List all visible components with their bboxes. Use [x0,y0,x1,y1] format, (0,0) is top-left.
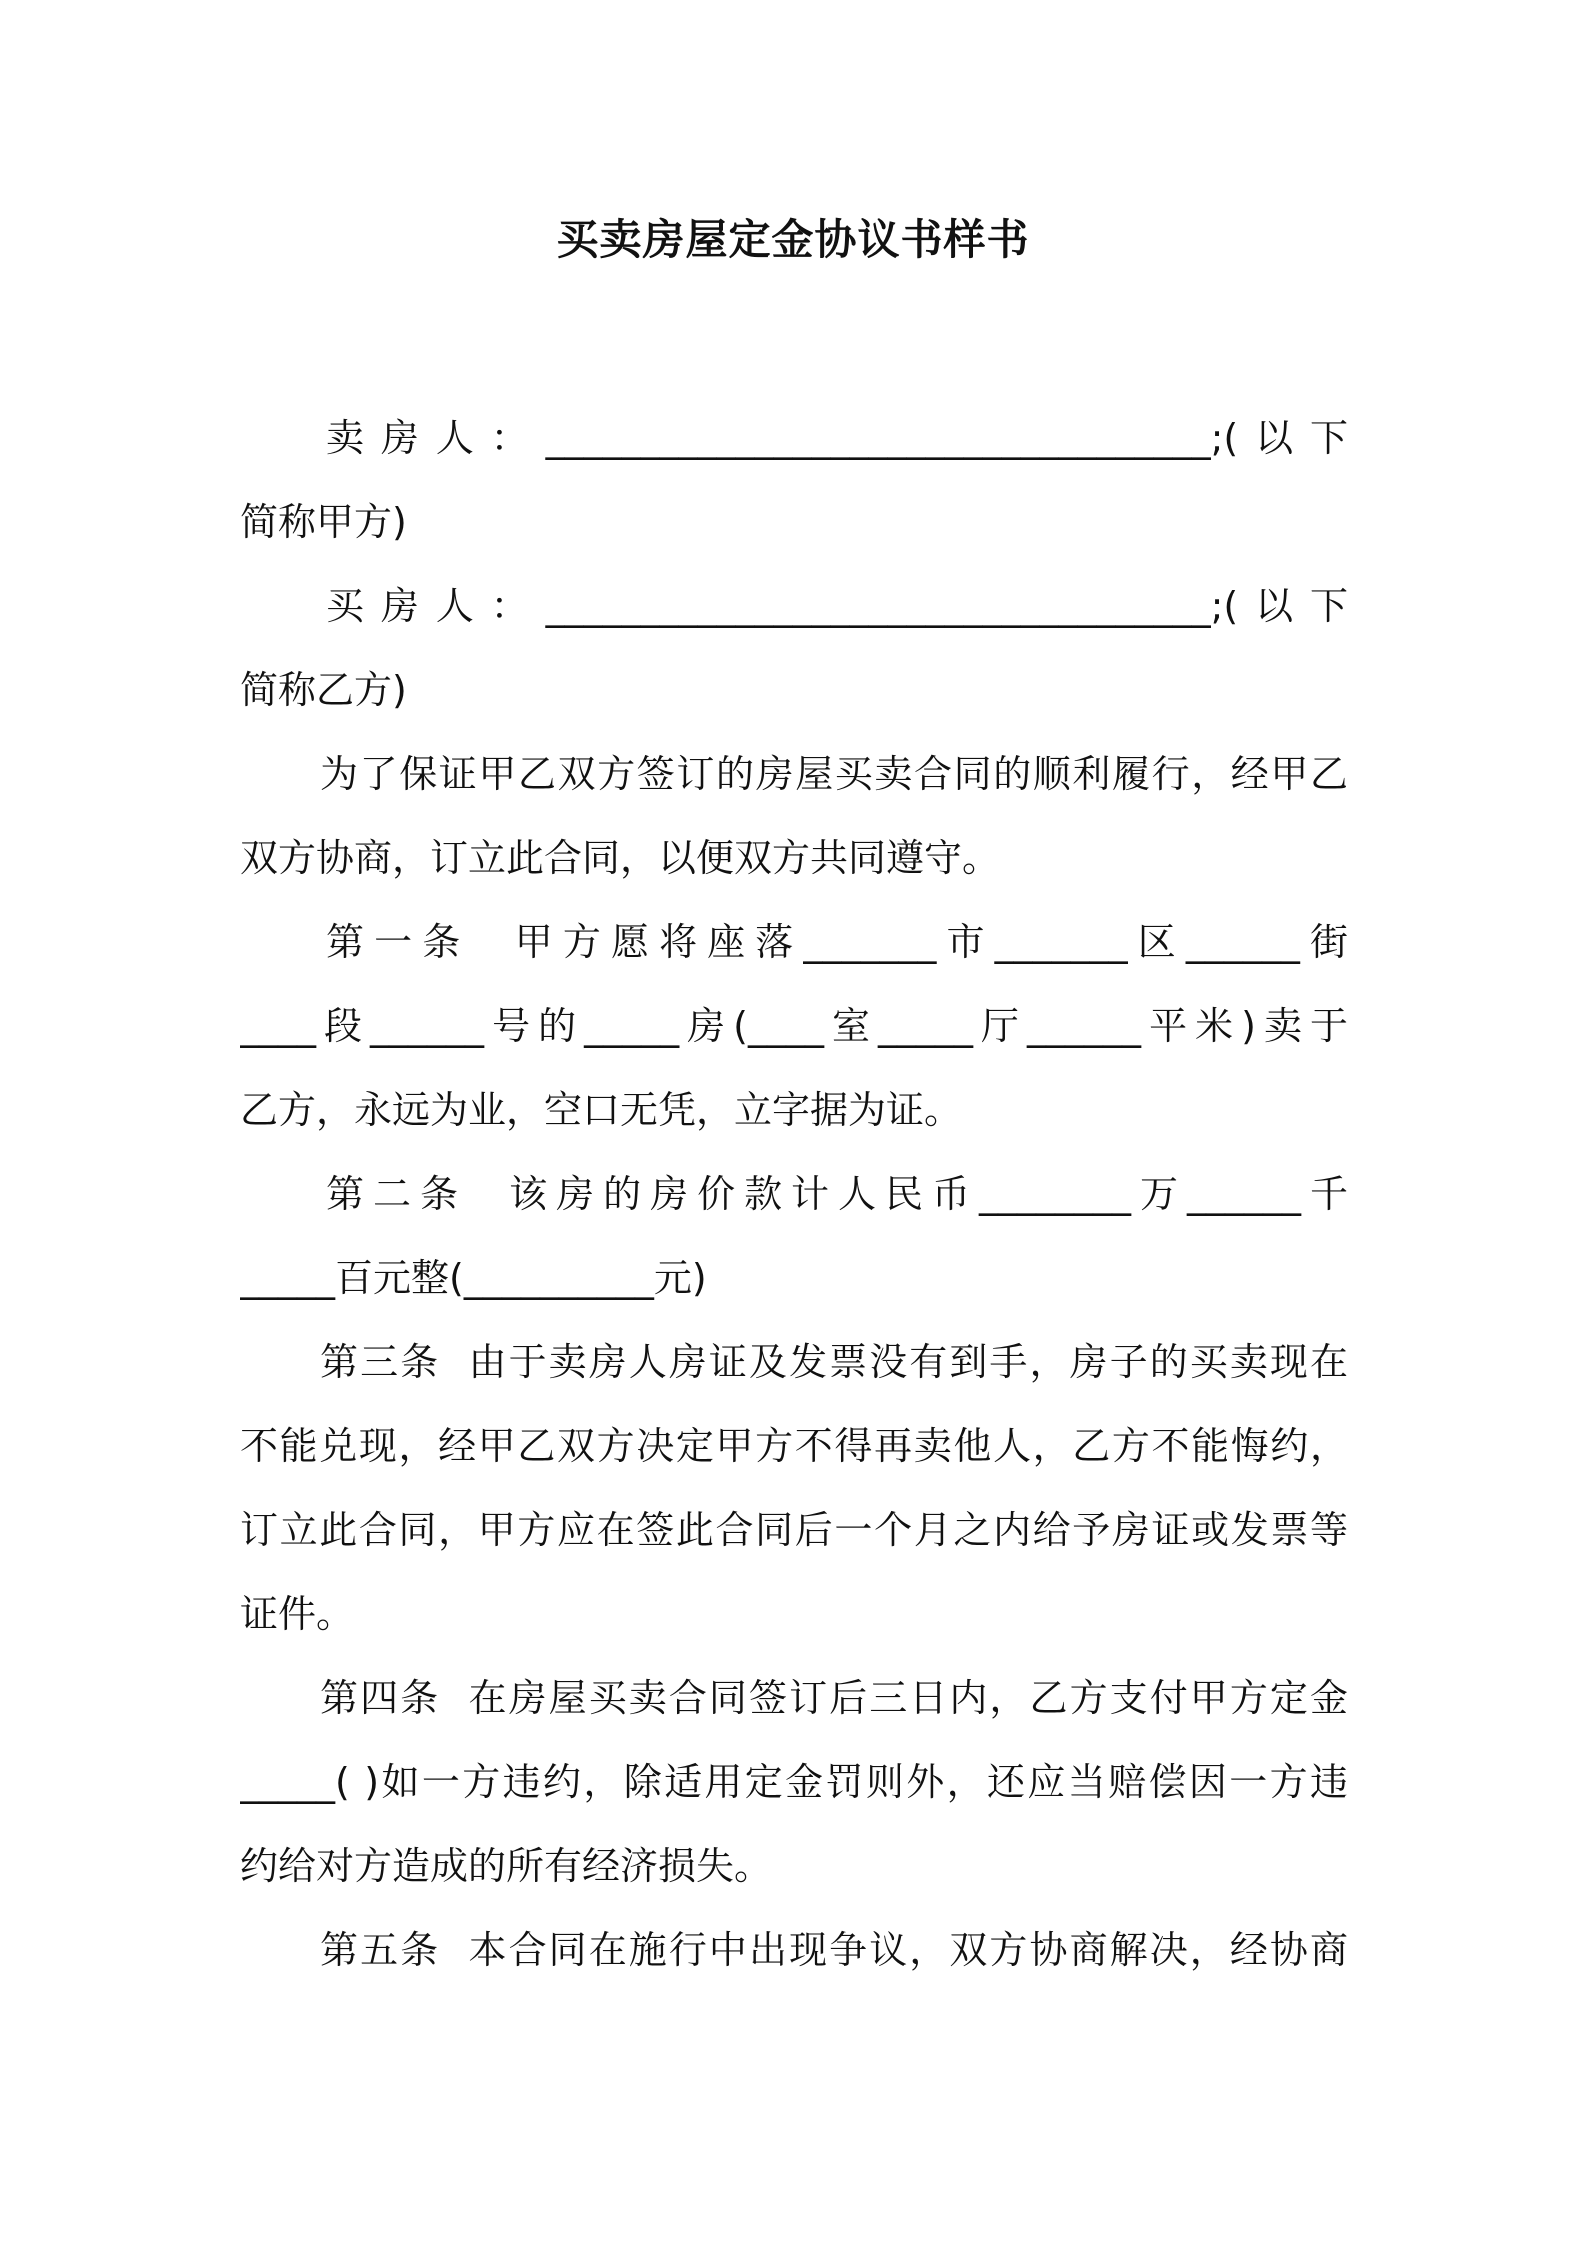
seller-abbrev-line: 简称甲方) [240,500,407,544]
buyer-abbrev-line: 简称乙方) [240,668,407,712]
document-title: 买卖房屋定金协议书样书 [556,215,1030,264]
article-3-line-3: 订立此合同，甲方应在签此合同后一个月之内给予房证或发票等 [240,1508,1348,1552]
article-3-line-2: 不能兑现，经甲乙双方决定甲方不得再卖他人，乙方不能悔约， [240,1424,1348,1468]
preamble-line-1: 为了保证甲乙双方签订的房屋买卖合同的顺利履行，经甲乙 [320,752,1348,796]
article-1-line-1: 第一条 甲方愿将座落_______市_______区______街 [326,920,1348,964]
article-4-line-3: 约给对方造成的所有经济损失。 [240,1844,773,1888]
article-3-line-1: 第三条 由于卖房人房证及发票没有到手，房子的买卖现在 [320,1340,1348,1384]
preamble-line-2: 双方协商，订立此合同，以便双方共同遵守。 [240,836,1001,880]
buyer-line: 买房人：___________________________________;(以下 [326,584,1348,628]
seller-line: 卖房人：___________________________________;(以下 [326,416,1348,460]
article-1-line-2: ____段______号的_____房(____室_____厅______平米)卖于 [240,1004,1348,1048]
article-4-line-1: 第四条 在房屋买卖合同签订后三日内，乙方支付甲方定金 [320,1676,1348,1720]
article-2-line-2: _____百元整(__________元) [240,1256,707,1300]
article-5-line-1: 第五条 本合同在施行中出现争议，双方协商解决，经协商 [320,1928,1348,1972]
article-4-line-2: _____( )如一方违约，除适用定金罚则外，还应当赔偿因一方违 [240,1760,1348,1804]
article-1-line-3: 乙方，永远为业，空口无凭，立字据为证。 [240,1088,963,1132]
article-2-line-1: 第二条 该房的房价款计人民币________万______千 [326,1172,1348,1216]
article-3-line-4: 证件。 [240,1592,355,1636]
